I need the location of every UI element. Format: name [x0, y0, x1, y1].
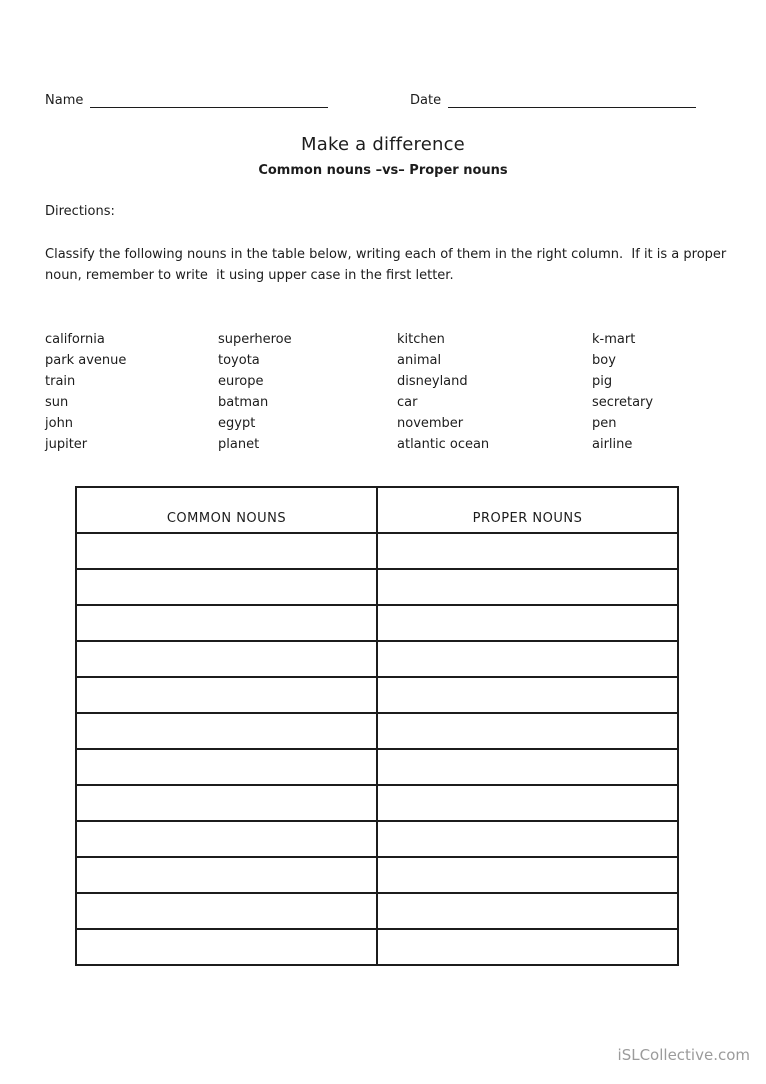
word-item: europe — [218, 374, 264, 389]
word-item: november — [397, 416, 464, 431]
word-item: airline — [592, 437, 633, 452]
table-row — [76, 641, 678, 677]
name-field-group — [45, 92, 328, 108]
common-nouns-empty-cell — [76, 533, 377, 569]
table-body — [76, 533, 678, 965]
word-item: superheroe — [218, 332, 292, 347]
word-item: boy — [592, 353, 616, 368]
date-field-group — [410, 92, 696, 108]
common-nouns-empty-cell — [76, 821, 377, 857]
common-nouns-empty-cell — [76, 677, 377, 713]
word-item: animal — [397, 353, 442, 368]
word-item: park avenue — [45, 353, 127, 368]
word-item: jupiter — [45, 437, 88, 452]
date-label: Date — [410, 93, 442, 108]
word-item: k-mart — [592, 332, 636, 347]
common-nouns-empty-cell — [76, 857, 377, 893]
proper-nouns-empty-cell — [377, 533, 678, 569]
common-nouns-empty-cell — [76, 605, 377, 641]
table-row — [76, 677, 678, 713]
word-list-column — [218, 329, 397, 455]
proper-nouns-empty-cell — [377, 893, 678, 929]
directions-text: Classify the following nouns in the table below, writing each of them in the right column. If it is a proper noun, remember to write it using upper case in the first letter. — [45, 247, 731, 283]
proper-nouns-empty-cell — [377, 713, 678, 749]
common-nouns-empty-cell — [76, 893, 377, 929]
islcollective-watermark: iSLCollective.com — [617, 1046, 750, 1064]
word-item: secretary — [592, 395, 654, 410]
common-nouns-empty-cell — [76, 641, 377, 677]
word-item: train — [45, 374, 76, 389]
word-item: egypt — [218, 416, 256, 431]
name-date-row — [45, 92, 706, 114]
proper-nouns-empty-cell — [377, 785, 678, 821]
table-row — [76, 569, 678, 605]
word-list-column — [592, 329, 653, 455]
word-item: car — [397, 395, 418, 410]
table-row — [76, 605, 678, 641]
date-blank-line — [448, 92, 696, 108]
table-row — [76, 713, 678, 749]
worksheet-subtitle: Common nouns –vs– Proper nouns — [258, 163, 508, 178]
common-nouns-empty-cell — [76, 569, 377, 605]
proper-nouns-empty-cell — [377, 857, 678, 893]
table-header-row — [76, 487, 678, 533]
proper-nouns-empty-cell — [377, 641, 678, 677]
proper-nouns-empty-cell — [377, 569, 678, 605]
table-row — [76, 821, 678, 857]
word-item: batman — [218, 395, 269, 410]
table-row — [76, 857, 678, 893]
word-list-column — [45, 329, 218, 455]
name-label: Name — [45, 93, 84, 108]
table-row — [76, 893, 678, 929]
word-item: kitchen — [397, 332, 445, 347]
word-item: john — [45, 416, 74, 431]
table-row — [76, 785, 678, 821]
directions-label: Directions: — [45, 204, 115, 219]
word-item: disneyland — [397, 374, 468, 389]
proper-nouns-empty-cell — [377, 821, 678, 857]
common-nouns-header: COMMON NOUNS — [76, 487, 377, 533]
table-row — [76, 533, 678, 569]
worksheet-title: Make a difference — [301, 134, 465, 155]
common-nouns-empty-cell — [76, 785, 377, 821]
word-list-column — [397, 329, 592, 455]
word-item: sun — [45, 395, 69, 410]
proper-nouns-empty-cell — [377, 677, 678, 713]
word-item: pig — [592, 374, 613, 389]
proper-nouns-header: PROPER NOUNS — [377, 487, 678, 533]
proper-nouns-empty-cell — [377, 929, 678, 965]
classification-table — [75, 486, 679, 966]
proper-nouns-empty-cell — [377, 749, 678, 785]
common-nouns-empty-cell — [76, 713, 377, 749]
word-item: pen — [592, 416, 617, 431]
word-item: atlantic ocean — [397, 437, 490, 452]
proper-nouns-empty-cell — [377, 605, 678, 641]
word-item: toyota — [218, 353, 260, 368]
name-blank-line — [90, 92, 328, 108]
word-item: california — [45, 332, 105, 347]
table-row — [76, 749, 678, 785]
word-list — [45, 329, 653, 455]
common-nouns-empty-cell — [76, 929, 377, 965]
table-row — [76, 929, 678, 965]
word-item: planet — [218, 437, 260, 452]
common-nouns-empty-cell — [76, 749, 377, 785]
